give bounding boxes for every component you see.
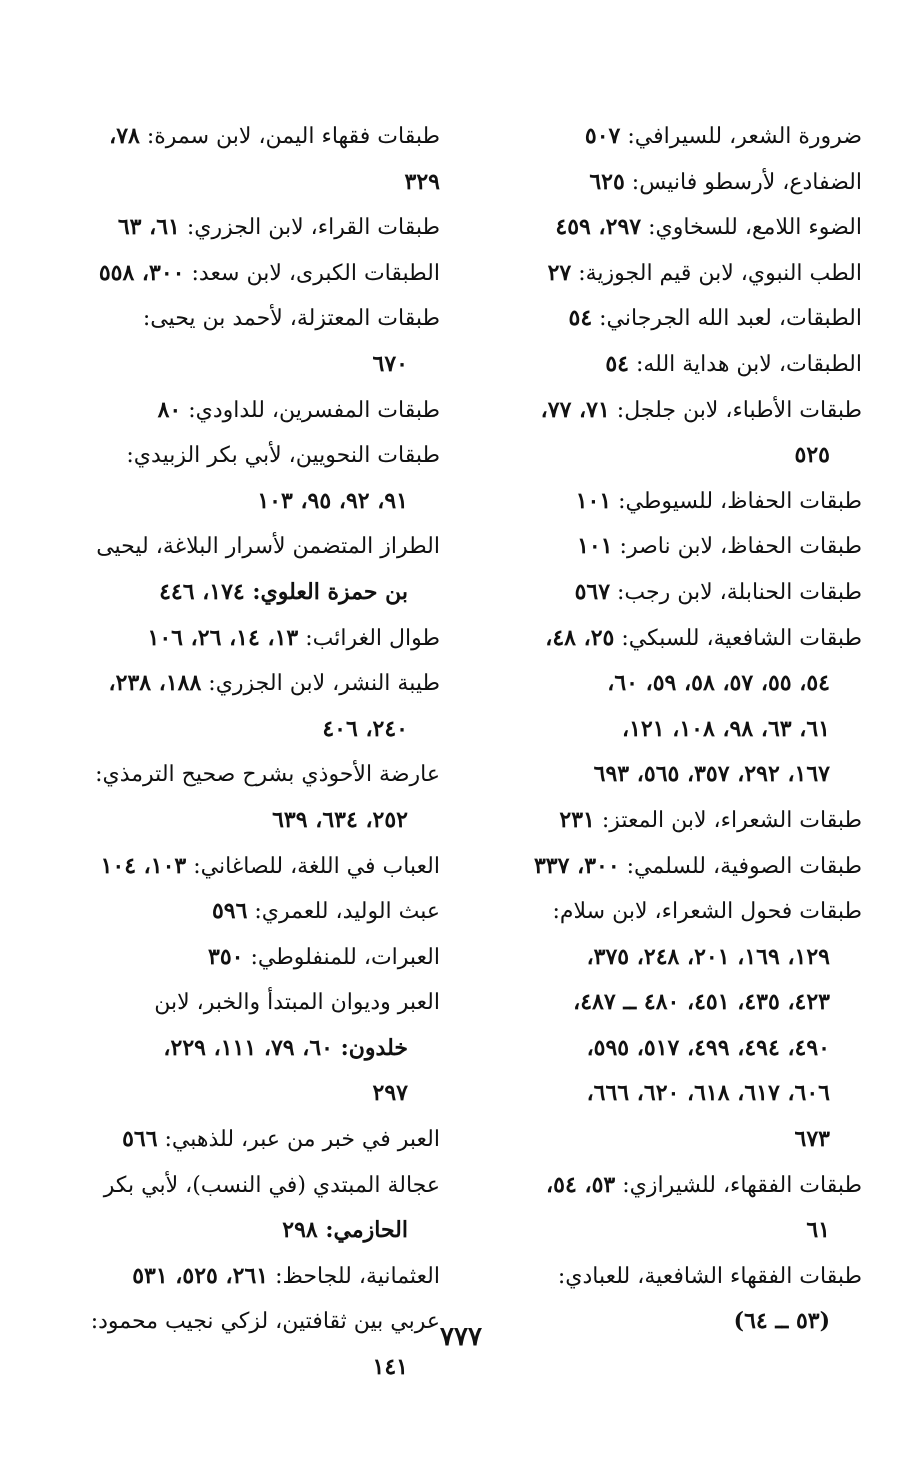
entry-pages: ١٠١ bbox=[575, 487, 612, 514]
entry-pages: ٥٣، ٥٤، bbox=[546, 1171, 616, 1198]
entry-title-text: العبرات، للمنفلوطي: bbox=[243, 944, 440, 970]
entry-title-text: الضوء اللامع، للسخاوي: bbox=[641, 215, 862, 241]
entry-title-text: ضرورة الشعر، للسيرافي: bbox=[620, 124, 862, 149]
index-entry bbox=[490, 570, 862, 616]
entry-title-text: طبقات الصوفية، للسلمي: bbox=[619, 853, 862, 879]
entry-title bbox=[68, 296, 440, 342]
entry-title bbox=[68, 889, 440, 935]
entry-title-text: طبقات الشعراء، لابن المعتز: bbox=[594, 807, 862, 833]
entry-title bbox=[68, 205, 440, 251]
left-column bbox=[68, 114, 440, 1391]
index-entry bbox=[490, 1163, 862, 1254]
entry-pages: ٢٦١، ٥٢٥، ٥٣١ bbox=[132, 1262, 269, 1289]
entry-title-text: طبقات الأطباء، لابن جلجل: bbox=[609, 397, 862, 423]
index-entry bbox=[490, 251, 862, 297]
entry-title-text: طبقات القراء، لابن الجزري: bbox=[179, 215, 440, 241]
index-entry bbox=[490, 160, 862, 206]
entry-pages: ٢٧ bbox=[547, 259, 572, 286]
entry-continuation: ٦١ bbox=[806, 1217, 830, 1244]
index-entry bbox=[490, 844, 862, 890]
index-entry bbox=[68, 251, 440, 297]
entry-title bbox=[490, 844, 862, 890]
entry-pages: ٥٦٧ bbox=[574, 578, 611, 605]
index-entry bbox=[490, 889, 862, 1163]
index-entry bbox=[490, 524, 862, 570]
entry-continuation: ٤٩٠، ٤٩٤، ٤٩٩، ٥١٧، ٥٩٥، bbox=[586, 1034, 830, 1061]
entry-title bbox=[490, 1163, 862, 1209]
entry-title bbox=[490, 524, 862, 570]
entry-title bbox=[68, 616, 440, 662]
entry-continuation: ٦١، ٦٣، ٩٨، ١٠٨، ١٢١، bbox=[622, 715, 830, 742]
entry-pages: ٦١، ٦٣ bbox=[117, 214, 180, 241]
entry-pages: ٥٩٦ bbox=[211, 898, 248, 925]
entry-title bbox=[68, 844, 440, 890]
index-entry bbox=[490, 798, 862, 844]
entry-continuation: الحازمي: ٢٩٨ bbox=[282, 1217, 408, 1244]
index-entry bbox=[68, 752, 440, 843]
entry-title-text: طبقات فحول الشعراء، لابن سلام: bbox=[552, 899, 862, 925]
entry-title-text: العبر في خبر من عبر، للذهبي: bbox=[157, 1127, 440, 1153]
entry-title bbox=[68, 1117, 440, 1163]
entry-title-text: طبقات الفقهاء الشافعية، للعبادي: bbox=[557, 1263, 862, 1289]
entry-pages: ٢٩٧، ٤٥٩ bbox=[555, 214, 642, 241]
entry-pages: ٣٥٠ bbox=[208, 943, 244, 970]
entry-continuation: ٦٧٠ bbox=[372, 350, 408, 377]
entry-pages: ٢٥، ٤٨، bbox=[545, 624, 615, 651]
entry-continuation: ٦٠٦، ٦١٧، ٦١٨، ٦٢٠، ٦٦٦، bbox=[586, 1080, 830, 1107]
entry-title-text: العثمانية، للجاحظ: bbox=[268, 1263, 440, 1289]
entry-title bbox=[490, 388, 862, 434]
page-number: ٧٧٧ bbox=[440, 1322, 482, 1352]
entry-pages: ١٠١ bbox=[577, 533, 613, 560]
entry-title-text: عربي بين ثقافتين، لزكي نجيب محمود: bbox=[90, 1309, 440, 1335]
entry-title bbox=[68, 388, 440, 434]
entry-title-text: طبقات الحنابلة، لابن رجب: bbox=[610, 579, 862, 605]
entry-title-text: طبقات الحفاظ، لابن ناصر: bbox=[612, 534, 862, 560]
entry-title-text: الضفادع، لأرسطو فانيس: bbox=[624, 169, 862, 195]
index-entry bbox=[490, 114, 862, 160]
entry-pages: ٧٨، ٣٢٩ bbox=[109, 123, 440, 195]
entry-title-text: الطراز المتضمن لأسرار البلاغة، ليحيى bbox=[96, 534, 440, 560]
index-entry bbox=[490, 479, 862, 525]
entry-pages: ٥٤ bbox=[568, 305, 593, 332]
index-entry bbox=[68, 388, 440, 434]
entry-continuation: ٢٥٢، ٦٣٤، ٦٣٩ bbox=[272, 806, 408, 833]
entry-continuation: ٢٤٠، ٤٠٦ bbox=[322, 715, 408, 742]
entry-title-text: الطبقات، لابن هداية الله: bbox=[628, 351, 862, 377]
entry-pages: ٨٠ bbox=[157, 396, 182, 423]
entry-continuation: ٥٢٥ bbox=[794, 442, 830, 469]
entry-title-text: العباب في اللغة، للصاغاني: bbox=[186, 853, 440, 879]
entry-pages: ٦٢٥ bbox=[589, 168, 625, 195]
entry-title-text: طبقات النحويين، لأبي بكر الزبيدي: bbox=[126, 443, 440, 469]
entry-title-text: طوال الغرائب: bbox=[298, 625, 440, 651]
entry-pages: ٧١، ٧٧، bbox=[540, 396, 610, 423]
index-entry bbox=[68, 1117, 440, 1163]
entry-title-text: طبقات الشافعية، للسبكي: bbox=[614, 625, 862, 651]
right-column bbox=[490, 114, 862, 1345]
entry-title-text: عارضة الأحوذي بشرح صحيح الترمذي: bbox=[95, 762, 440, 788]
entry-continuation: (٥٣ ــ ٦٤) bbox=[733, 1308, 830, 1335]
entry-continuation: ٤٢٣، ٤٣٥، ٤٥١، ٤٨٠ ــ ٤٨٧، bbox=[573, 989, 830, 1016]
entry-title bbox=[68, 935, 440, 981]
entry-title bbox=[490, 296, 862, 342]
entry-title bbox=[490, 342, 862, 388]
entry-continuation: ٢٩٧ bbox=[372, 1080, 408, 1107]
index-entry bbox=[490, 205, 862, 251]
entry-title bbox=[68, 524, 440, 570]
index-entry bbox=[68, 616, 440, 662]
entry-title bbox=[68, 433, 440, 479]
index-entry bbox=[490, 616, 862, 798]
entry-pages: ١٣، ١٤، ٢٦، ١٠٦ bbox=[147, 624, 299, 651]
index-entry bbox=[68, 844, 440, 890]
index-entry bbox=[68, 935, 440, 981]
entry-pages: ٥٤ bbox=[605, 350, 629, 377]
entry-continuation: ٥٤، ٥٥، ٥٧، ٥٨، ٥٩، ٦٠، bbox=[607, 670, 830, 697]
index-entry bbox=[68, 433, 440, 524]
index-entry bbox=[68, 205, 440, 251]
entry-title-text: العبر وديوان المبتدأ والخبر، لابن bbox=[154, 990, 440, 1016]
entry-title bbox=[68, 1254, 440, 1300]
entry-pages: ٥٠٧ bbox=[584, 123, 621, 149]
index-entry bbox=[68, 980, 440, 1117]
entry-title bbox=[490, 205, 862, 251]
entry-title-text: الطبقات، لعبد الله الجرجاني: bbox=[592, 306, 862, 332]
entry-title bbox=[490, 570, 862, 616]
index-entry bbox=[68, 1163, 440, 1254]
entry-title-text: طبقات فقهاء اليمن، لابن سمرة: bbox=[139, 124, 440, 149]
entry-continuation: ١٤١ bbox=[372, 1354, 408, 1381]
entry-title-text: عجالة المبتدي (في النسب)، لأبي بكر bbox=[103, 1172, 440, 1198]
index-entry bbox=[68, 889, 440, 935]
entry-pages: ٢٣١ bbox=[559, 806, 595, 833]
entry-title-text: الطب النبوي، لابن قيم الجوزية: bbox=[571, 260, 862, 286]
entry-title-text: طبقات المفسرين، للداودي: bbox=[181, 397, 440, 423]
index-entry bbox=[68, 1254, 440, 1300]
entry-title-text: الطبقات الكبرى، لابن سعد: bbox=[184, 260, 440, 286]
entry-title-text: طبقات المعتزلة، لأحمد بن يحيى: bbox=[142, 306, 440, 332]
entry-title-text: طبقات الحفاظ، للسيوطي: bbox=[611, 488, 862, 514]
entry-pages: ١٨٨، ٢٣٨، bbox=[108, 670, 202, 697]
entry-continuation: ١٢٩، ١٦٩، ٢٠١، ٢٤٨، ٣٧٥، bbox=[586, 943, 830, 970]
index-entry bbox=[68, 296, 440, 387]
index-entry bbox=[490, 296, 862, 342]
entry-continuation: ٦٧٣ bbox=[794, 1126, 830, 1153]
entry-pages: ١٠٣، ١٠٤ bbox=[100, 852, 187, 879]
index-entry bbox=[68, 114, 440, 205]
entry-title bbox=[490, 798, 862, 844]
entry-title bbox=[68, 114, 440, 205]
entry-title bbox=[490, 114, 862, 160]
entry-continuation: ١٦٧، ٢٩٢، ٣٥٧، ٥٦٥، ٦٩٣ bbox=[593, 761, 830, 788]
entry-title bbox=[490, 889, 862, 935]
entry-continuation: بن حمزة العلوي: ١٧٤، ٤٤٦ bbox=[159, 578, 408, 605]
entry-continuation: خلدون: ٦٠، ٧٩، ١١١، ٢٢٩، bbox=[163, 1034, 408, 1061]
entry-title bbox=[490, 479, 862, 525]
entry-title bbox=[68, 980, 440, 1026]
entry-pages: ٣٠٠، ٥٥٨ bbox=[98, 259, 185, 286]
entry-pages: ٥٦٦ bbox=[122, 1126, 158, 1153]
index-entry bbox=[68, 524, 440, 615]
index-entry bbox=[490, 388, 862, 479]
entry-title bbox=[68, 661, 440, 707]
entry-title bbox=[490, 616, 862, 662]
entry-pages: ٣٠٠، ٣٣٧ bbox=[533, 852, 620, 879]
entry-title bbox=[68, 752, 440, 798]
entry-continuation: ٩١، ٩٢، ٩٥، ١٠٣ bbox=[257, 487, 408, 514]
entry-title-text: عبث الوليد، للعمري: bbox=[247, 899, 440, 925]
entry-title bbox=[490, 160, 862, 206]
index-entry bbox=[490, 342, 862, 388]
index-entry bbox=[68, 661, 440, 752]
entry-title bbox=[490, 1254, 862, 1300]
entry-title-text: طيبة النشر، لابن الجزري: bbox=[201, 671, 440, 697]
entry-title-text: طبقات الفقهاء، للشيرازي: bbox=[615, 1172, 862, 1198]
entry-title bbox=[68, 251, 440, 297]
entry-title bbox=[490, 251, 862, 297]
entry-title bbox=[68, 1163, 440, 1209]
